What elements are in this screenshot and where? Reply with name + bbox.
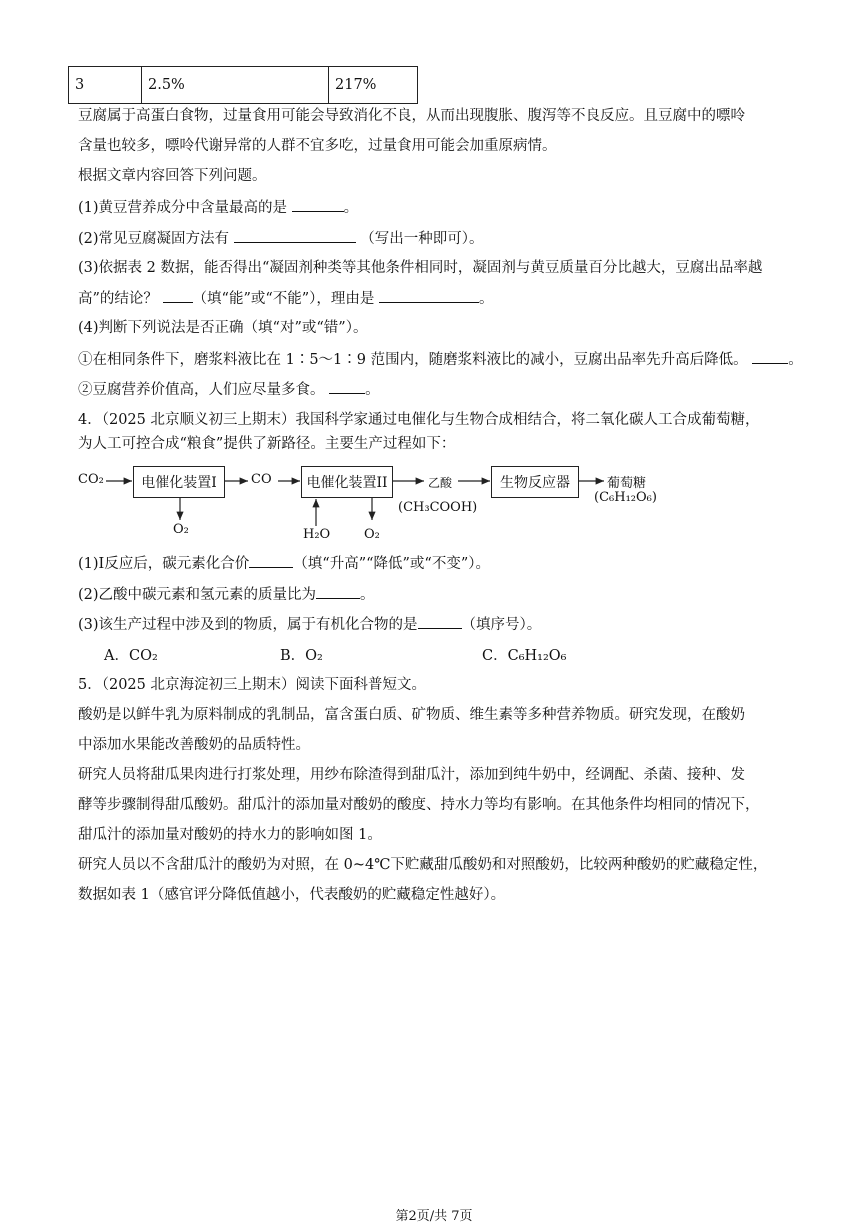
co2-label: CO₂ (78, 472, 104, 487)
paragraph-line: 含量也较多，嘌呤代谢异常的人群不宜多吃，过量食用可能会加重原病情。 (78, 138, 557, 154)
answer-blank[interactable] (418, 614, 462, 629)
paragraph-line: 中添加水果能改善酸奶的品质特性。 (78, 737, 310, 753)
question-3-3b: 高”的结论？ （填“能”或“不能”），理由是 。 (78, 288, 494, 309)
paragraph-line: 酸奶是以鲜牛乳为原料制成的乳制品，富含蛋白质、矿物质、维生素等多种营养物质。研究发现，在酸奶 (78, 707, 745, 723)
question-4-1: (1)I反应后，碳元素化合价 （填“升高”“降低”或“不变”）。 (78, 553, 490, 574)
answer-blank[interactable] (316, 584, 360, 599)
co-label: CO (251, 472, 272, 487)
paragraph-line: 研究人员以不含甜瓜汁的酸奶为对照，在 0~4℃下贮藏甜瓜酸奶和对照酸奶，比较两种酸奶的贮藏稳定性， (78, 857, 768, 873)
electrocatalytic-device-1: 电催化装置I (133, 466, 225, 498)
question-3-3a: (3)依据表 2 数据，能否得出“凝固剂种类等其他条件相同时，凝固剂与黄豆质量百分比越大，豆腐出品率越 (78, 260, 763, 276)
acetic-acid-label: 乙酸 (428, 476, 453, 490)
page-footer: 第2页/共 7页 (395, 1209, 473, 1224)
question-3-1: (1)黄豆营养成分中含量最高的是 。 (78, 197, 358, 218)
option-b[interactable]: B．O₂ (280, 648, 323, 664)
option-a[interactable]: A．CO₂ (104, 648, 158, 664)
table-cell: 2.5% (142, 67, 329, 104)
paragraph-line: 根据文章内容回答下列问题。 (78, 168, 267, 184)
o2-output-label: O₂ (364, 527, 380, 542)
paragraph-line: 酵等步骤制得甜瓜酸奶。甜瓜汁的添加量对酸奶的酸度、持水力等均有影响。在其他条件均相同的情况下， (78, 797, 760, 813)
question-4-2: (2)乙酸中碳元素和氢元素的质量比为 。 (78, 584, 375, 605)
bioreactor: 生物反应器 (491, 466, 579, 498)
o2-output-label: O₂ (173, 522, 189, 537)
question-4-heading: 4．（2025 北京顺义初三上期末）我国科学家通过电催化与生物合成相结合，将二氧化碳人工合成葡萄糖， (78, 412, 760, 428)
h2o-input-label: H₂O (303, 527, 331, 542)
question-5-heading: 5．（2025 北京海淀初三上期末）阅读下面科普短文。 (78, 677, 426, 693)
electrocatalytic-device-2: 电催化装置II (301, 466, 393, 498)
glucose-formula: (C₆H₁₂O₆) (594, 490, 657, 505)
question-4-heading-2: 为人工可控合成“粮食”提供了新路径。主要生产过程如下： (78, 436, 456, 452)
paragraph-line: 甜瓜汁的添加量对酸奶的持水力的影响如图 1。 (78, 827, 382, 843)
answer-blank[interactable] (249, 553, 293, 568)
question-3-4-2: ②豆腐营养价值高，人们应尽量多食。 。 (78, 379, 380, 400)
question-3-2: (2)常见豆腐凝固方法有 （写出一种即可）。 (78, 228, 484, 249)
option-c[interactable]: C．C₆H₁₂O₆ (482, 648, 567, 664)
paragraph-line: 研究人员将甜瓜果肉进行打浆处理，用纱布除渣得到甜瓜汁，添加到纯牛奶中，经调配、杀菌、接种、发 (78, 767, 745, 783)
paragraph-line: 数据如表 1（感官评分降低值越小，代表酸奶的贮藏稳定性越好）。 (78, 887, 506, 903)
acetic-acid-formula: (CH₃COOH) (398, 500, 478, 515)
table-cell: 3 (69, 67, 142, 104)
question-4-3: (3)该生产过程中涉及到的物质，属于有机化合物的是 （填序号）。 (78, 614, 541, 635)
paragraph-line: 豆腐属于高蛋白食物，过量食用可能会导致消化不良，从而出现腹胀、腹泻等不良反应。且豆腐中的嘌呤 (78, 108, 745, 124)
glucose-label: 葡萄糖 (607, 476, 647, 491)
table-cell: 217% (329, 67, 418, 104)
question-3-4: (4)判断下列说法是否正确（填“对”或“错”）。 (78, 320, 368, 336)
question-3-4-1: ①在相同条件下，磨浆料液比在 1∶5～1∶9 范围内，随磨浆料液比的减小，豆腐出品率先升高后降低。 。 (78, 349, 803, 370)
